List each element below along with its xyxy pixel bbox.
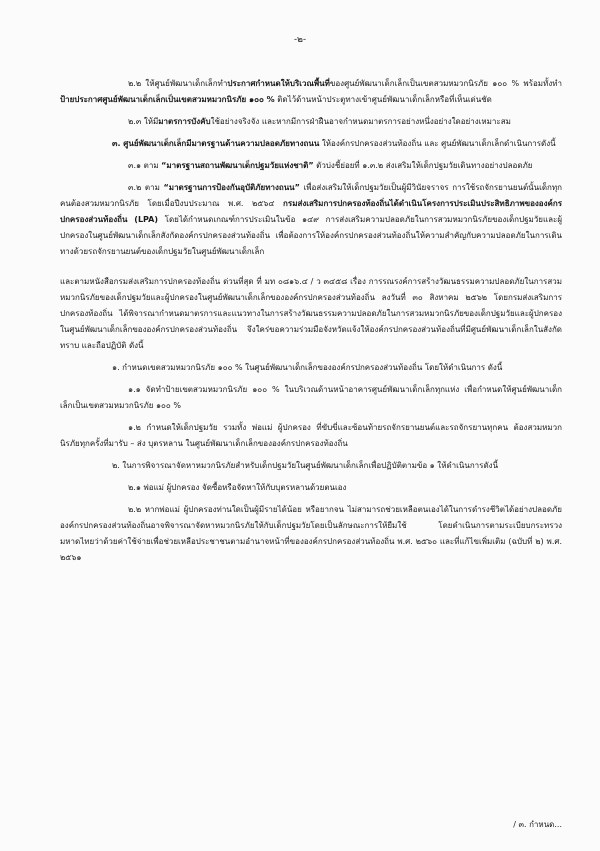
- paragraph: [60, 458, 562, 474]
- bold-text: ๓. ศูนย์พัฒนาเด็กเล็กมีมาตรฐานด้านความปลอดภัยทางถนน: [112, 139, 320, 148]
- paragraph: [60, 76, 562, 108]
- text-run: และตามหนังสือกรมส่งเสริมการปกครองท้องถิ่น ด่วนที่สุด ที่ มท ๐๘๑๖.๔ / ว ๓๔๕๘ เรื่อง การรณรงค์การสร้างวัฒนธรรมความปลอดภัยในการสวมหมวกนิรภัยของเด็กปฐมวัยและผู้ปกครองในศูนย์พัฒนาเด็กเล็กขององค์กรปกครองส่วนท้องถิ่น ลงวันที่ ๓๐ สิงหาคม ๒๕๖๒ โดยกรมส่งเสริมการปกครองท้องถิ่น ได้พิจารณากำหนดมาตรการและแนวทางในการสร้างวัฒนธรรมความปลอดภัยในการสวมหมวกนิรภัยของเด็กปฐมวัยและผู้ปกครองในศูนย์พัฒนาเด็กเล็กขององค์กรปกครองส่วนท้องถิ่น จึงใคร่ขอความร่วมมือจังหวัดแจ้งให้องค์กรปกครองส่วนท้องถิ่นที่มีศูนย์พัฒนาเด็กเล็กในสังกัดทราบ และถือปฏิบัติ ดังนี้: [60, 277, 562, 350]
- text-run: ติดไว้ด้านหน้าประตูทางเข้าศูนย์พัฒนาเด็กเล็กหรือที่เห็นเด่นชัด: [274, 95, 492, 104]
- bold-text: มาตรการบังคับ: [158, 117, 211, 126]
- bold-text: ประกาศกำหนดให้บริเวณพื้นที่: [227, 79, 330, 88]
- text-run: ของศูนย์พัฒนาเด็กเล็กเป็นเขตสวมหมวกนิรภัย ๑๐๐ % พร้อมทั้งทำ: [329, 79, 563, 88]
- text-run: ๒.๒ หากพ่อแม่ ผู้ปกครองท่านใดเป็นผู้มีรายได้น้อย หรือยากจน ไม่สามารถช่วยเหลือตนเองได้ในการดำรงชีวิตได้อย่างปลอดภัย องค์กรปกครองส่วนท้องถิ่นอาจพิจารณาจัดหาหมวกนิรภัยให้กับเด็กปฐมวัยโดยเป็นลักษณะการให้ยืมใช้ โดยดำเนินการตามระเบียบกระทรวงมหาดไทยว่าด้วยค่าใช้จ่ายเพื่อช่วยเหลือประชาชนตามอำนาจหน้าที่ขององค์กรปกครองส่วนท้องถิ่น พ.ศ. ๒๕๖๐ และที่แก้ไขเพิ่มเติม (ฉบับที่ ๒) พ.ศ. ๒๕๖๑: [60, 505, 562, 562]
- paragraph: [60, 382, 562, 414]
- bold-text: “มาตรฐานการป้องกันอุบัติภัยทางถนน”: [163, 183, 300, 192]
- paragraph: [60, 360, 562, 376]
- paragraph: [60, 136, 562, 152]
- bold-text: กรมส่งเสริมการปกครองท้องถิ่นได้ดำเนินโครงการประเมินประสิทธิภาพขององค์กรปกครองส่วนท้องถิ่น (LPA): [60, 199, 562, 224]
- text-run: ตัวบ่งชี้ย่อยที่ ๑.๓.๒ ส่งเสริมให้เด็กปฐมวัยเดินทางอย่างปลอดภัย: [313, 161, 533, 170]
- text-run: ๑. กำหนดเขตสวมหมวกนิรภัย ๑๐๐ % ในศูนย์พัฒนาเด็กเล็กขององค์กรปกครองส่วนท้องถิ่น โดยให้ดำเนินการ ดังนี้: [112, 363, 503, 372]
- text-run: เพื่อส่งเสริมให้เด็กปฐมวัยเป็นผู้มีวินัยจราจร การใช้รถจักรยานยนต์นั้นเด็กทุกคนต้องสวมหมวกนิรภัย โดยเมื่อปีงบประมาณ พ.ศ. ๒๕๖๔: [60, 183, 562, 208]
- paragraph: [60, 502, 562, 566]
- text-run: ให้องค์กรปกครองส่วนท้องถิ่น และ ศูนย์พัฒนาเด็กเล็กดำเนินการดังนี้: [319, 139, 556, 148]
- continuation-footer: / ๓. กำหนด...: [513, 820, 562, 829]
- text-run: ๑.๑ จัดทำป้ายเขตสวมหมวกนิรภัย ๑๐๐ % ในบริเวณด้านหน้าอาคารศูนย์พัฒนาเด็กเล็กทุกแห่ง เพื่อกำหนดให้ศูนย์พัฒนาเด็กเล็กเป็นเขตสวมหมวกนิรภัย ๑๐๐ %: [60, 385, 562, 410]
- text-run: ๓.๒ ตาม: [128, 183, 164, 192]
- paragraph: [60, 158, 562, 174]
- text-run: ๓.๑ ตาม: [128, 161, 162, 170]
- text-run: ๑.๒ กำหนดให้เด็กปฐมวัย รวมทั้ง พ่อแม่ ผู้ปกครอง ที่ขับขี่และซ้อนท้ายรถจักรยานยนต์และรถจักรยานทุกคน ต้องสวมหมวกนิรภัยทุกครั้งที่มารับ – ส่ง บุตรหลาน ในศูนย์พัฒนาเด็กเล็กขององค์กรปกครองท้องถิ่น: [60, 423, 562, 448]
- document-body: [60, 76, 562, 566]
- paragraph: [60, 114, 562, 130]
- bold-text: “มาตรฐานสถานพัฒนาเด็กปฐมวัยแห่งชาติ”: [161, 161, 314, 170]
- paragraph: [60, 274, 562, 354]
- page-number: -๒-: [293, 35, 306, 45]
- text-run: ใช้อย่างจริงจัง และหากมีการฝ่าฝืนอาจกำหนดมาตรการอย่างหนึ่งอย่างใดอย่างเหมาะสม: [210, 117, 511, 126]
- paragraph: [60, 180, 562, 260]
- paragraph: [60, 480, 562, 496]
- text-run: ๒.๒ ให้ศูนย์พัฒนาเด็กเล็กทำ: [128, 79, 228, 88]
- text-run: โดยได้กำหนดเกณฑ์การประเมินในข้อ ๑๔๙ การส่งเสริมความปลอดภัยในการสวมหมวกนิรภัยของเด็กปฐมวัยและผู้ปกครองในศูนย์พัฒนาเด็กเล็กสังกัดองค์กรปกครองส่วนท้องถิ่น เพื่อต้องการให้องค์กรปกครองส่วนท้องถิ่นให้ความสำคัญกับความปลอดภัยในการเดินทางด้วยรถจักรยานยนต์ของเด็กปฐมวัยในศูนย์พัฒนาเด็กเล็ก: [60, 215, 563, 256]
- text-run: ๒. ในการพิจารณาจัดหาหมวกนิรภัยสำหรับเด็กปฐมวัยในศูนย์พัฒนาเด็กเล็กเพื่อปฏิบัติตามข้อ ๑ ให้ดำเนินการดังนี้: [112, 461, 499, 470]
- bold-text: ป้ายประกาศศูนย์พัฒนาเด็กเล็กเป็นเขตสวมหมวกนิรภัย ๑๐๐ %: [60, 95, 275, 104]
- text-run: ๒.๑ พ่อแม่ ผู้ปกครอง จัดซื้อหรือจัดหาให้กับบุตรหลานด้วยตนเอง: [128, 483, 347, 492]
- text-run: ๒.๓ ให้มี: [128, 117, 159, 126]
- paragraph: [60, 420, 562, 452]
